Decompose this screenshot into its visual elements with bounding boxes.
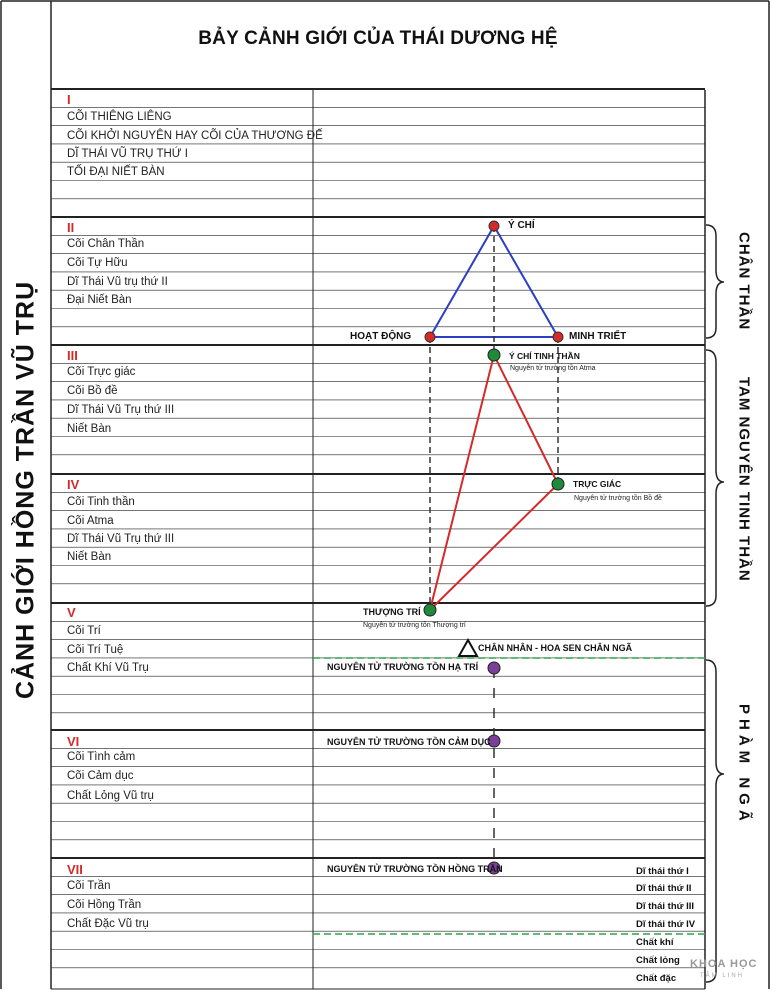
- plane-line: Cõi Chân Thần: [67, 238, 145, 250]
- plane-line: Chất Lỏng Vũ trụ: [67, 790, 154, 802]
- plane-line: Dĩ Thái Vũ Trụ thứ III: [67, 533, 175, 545]
- label-chan-nhan: CHÂN NHÂN - HOA SEN CHÂN NGÃ: [478, 643, 633, 653]
- plane-line: Cõi Bồ đề: [67, 385, 118, 397]
- brace-chan-than: [706, 225, 724, 338]
- sublevel-label: Dĩ thái thứ I: [636, 866, 689, 877]
- logo-text: KHOA HỌC: [690, 958, 758, 970]
- plane-number: II: [67, 220, 75, 235]
- plane-number: III: [67, 348, 78, 363]
- label-ha-tri: NGUYÊN TỬ TRƯỜNG TỒN HẠ TRÍ: [327, 662, 479, 672]
- plane-number: I: [67, 92, 71, 107]
- plane-line: Đại Niết Bàn: [67, 294, 132, 306]
- node-ha-tri: [488, 662, 500, 674]
- label-hong-tran: NGUYÊN TỬ TRƯỜNG TỒN HỒNG TRẦN: [327, 864, 503, 874]
- page-title: BẢY CẢNH GIỚI CỦA THÁI DƯƠNG HỆ: [198, 28, 558, 49]
- label-hoat-dong: HOẠT ĐỘNG: [350, 331, 412, 342]
- plane-number: VI: [67, 734, 80, 749]
- sublevel-label: Chất khí: [636, 937, 674, 948]
- node-thuong-tri: [424, 604, 436, 616]
- node-truc-giac: [552, 478, 564, 490]
- chan-nhan-triangle: [459, 640, 477, 656]
- plane-line: Cõi Trí Tuệ: [67, 644, 124, 656]
- label-cam-duc: NGUYÊN TỬ TRƯỜNG TỒN CẢM DỤC: [327, 737, 491, 747]
- sub-y-chi-tinh-than: Nguyên tử trường tồn Atma: [510, 365, 596, 372]
- plane-line: CÕI KHỞI NGUYÊN HAY CÕI CỦA THƯƠNG ĐẾ: [67, 130, 323, 142]
- sublevel-label: Chất đặc: [636, 973, 677, 984]
- plane-line: Dĩ Thái Vũ trụ thứ II: [67, 276, 168, 288]
- node-y-chi-tinh-than: [488, 349, 500, 361]
- plane-line: Niết Bàn: [67, 423, 112, 435]
- brace-pham-nga: [706, 660, 724, 982]
- plane-line: Dĩ Thái Vũ Trụ thứ III: [67, 404, 175, 416]
- plane-line: TỐI ĐẠI NIẾT BÀN: [67, 166, 165, 178]
- plane-line: Cõi Hồng Trần: [67, 899, 142, 911]
- red-edge-2: [494, 355, 558, 484]
- sublevel-label: Dĩ thái thứ II: [636, 883, 692, 894]
- node-minh-triet: [553, 332, 563, 342]
- plane-line: CÕI THIÊNG LIÊNG: [67, 111, 172, 123]
- plane-number: V: [67, 605, 76, 620]
- sub-truc-giac: Nguyên tử trường tồn Bồ đề: [574, 495, 662, 502]
- plane-line: Cõi Tự Hữu: [67, 257, 128, 269]
- blue-edge-right: [494, 226, 558, 337]
- brace-tam-nguyen: [706, 350, 724, 606]
- label-minh-triet: MINH TRIẾT: [569, 331, 627, 342]
- group-chan-than: CHÂN THẦN: [735, 232, 753, 331]
- node-hoat-dong: [425, 332, 435, 342]
- plane-number: VII: [67, 862, 83, 877]
- plane-line: Cõi Atma: [67, 515, 114, 527]
- plane-line: Chất Đặc Vũ trụ: [67, 918, 149, 930]
- label-y-chi: Ý CHÍ: [508, 220, 535, 231]
- plane-line: Niết Bàn: [67, 551, 112, 563]
- plane-line: Cõi Trần: [67, 880, 111, 892]
- plane-number: IV: [67, 477, 80, 492]
- side-title: CẢNH GIỚI HỒNG TRẦN VŨ TRỤ: [11, 280, 40, 700]
- group-tam-nguyen: TAM NGUYÊN TINH THẦN: [735, 376, 753, 582]
- plane-line: DĨ THÁI VŨ TRỤ THỨ I: [67, 148, 189, 160]
- sublevel-label: Dĩ thái thứ III: [636, 901, 695, 912]
- red-edge-1: [430, 355, 494, 610]
- sub-thuong-tri: Nguyên tử trường tồn Thượng trí: [363, 622, 466, 629]
- group-pham-nga: PHÀM NGÃ: [735, 704, 753, 826]
- logo-subtext: TÂM LINH: [700, 973, 745, 979]
- plane-line: Cõi Tinh thần: [67, 496, 135, 508]
- label-truc-giac: TRỰC GIÁC: [573, 479, 622, 489]
- plane-line: Cõi Tình cảm: [67, 751, 136, 763]
- plane-line: Cõi Cảm dục: [67, 770, 134, 782]
- plane-line: Chất Khí Vũ Trụ: [67, 662, 149, 674]
- sublevel-label: Chất lỏng: [636, 955, 680, 966]
- plane-line: Cõi Trực giác: [67, 366, 136, 378]
- blue-edge-left: [430, 226, 494, 337]
- label-y-chi-tinh-than: Ý CHÍ TINH THẦN: [509, 351, 580, 361]
- label-thuong-tri: THƯỢNG TRÍ: [363, 607, 421, 617]
- sublevel-label: Dĩ thái thứ IV: [636, 919, 696, 930]
- plane-line: Cõi Trí: [67, 625, 101, 637]
- node-y-chi: [489, 221, 499, 231]
